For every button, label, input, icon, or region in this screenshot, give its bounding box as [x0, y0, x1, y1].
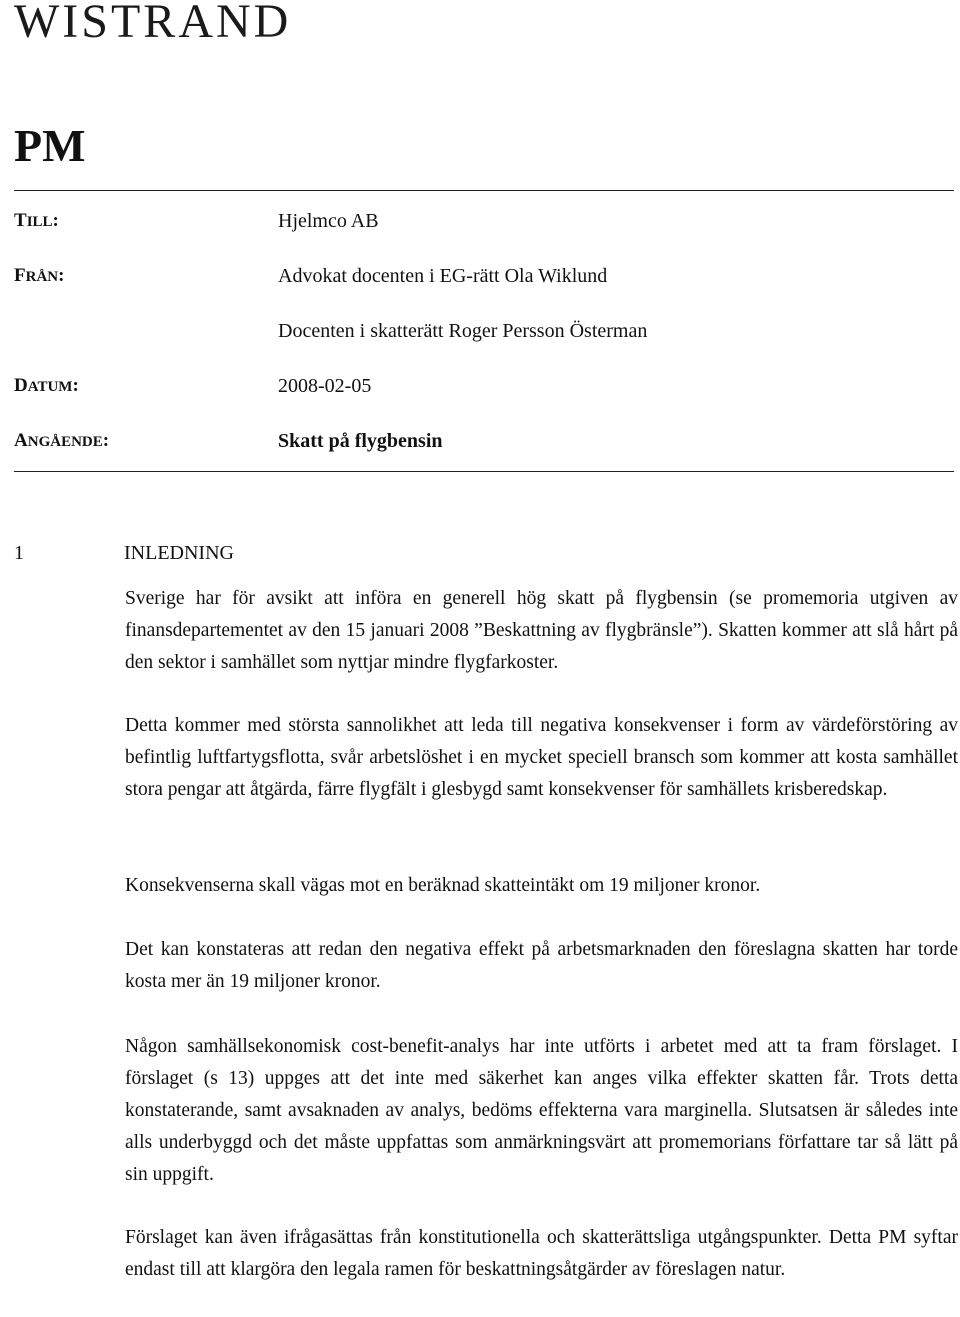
body-paragraph: Någon samhällsekonomisk cost-benefit-analys har inte utförts i arbetet med att ta fram förslaget. I förslaget (s 13) uppges att det inte med säkerhet kan anges vilka effekter skatten får. Trots detta konstaterande, samt avsaknaden av analys, bedöms effekterna vara marginella. Slutsatsen är således inte alls underbyggd och det måste uppfattas som anmärkningsvärt att promemorians författare tar så lätt på sin uppgift. [125, 1036, 958, 1185]
section-title: INLEDNING [124, 542, 234, 564]
body-paragraph: Det kan konstateras att redan den negativa effekt på arbetsmarknaden den föreslagna skatten har torde kosta mer än 19 miljoner kronor. [125, 939, 958, 992]
body-paragraph: Förslaget kan även ifrågasättas från konstitutionella och skatterättsliga utgångspunkter. Detta PM syftar endast till att klargöra den legala ramen för beskattningsåtgärder av föreslagen natur. [125, 1227, 958, 1280]
body-paragraph: Konsekvenserna skall vägas mot en beräknad skatteintäkt om 19 miljoner kronor. [125, 875, 761, 896]
to-label: TILL: [14, 210, 59, 231]
from-value-primary: Advokat docenten i EG-rätt Ola Wiklund [278, 265, 608, 287]
section-number: 1 [14, 542, 24, 564]
header-divider-top [14, 190, 954, 191]
header-divider-bottom [14, 471, 954, 472]
date-value: 2008-02-05 [278, 375, 372, 397]
body-paragraph: Detta kommer med största sannolikhet att leda till negativa konsekvenser i form av värdeförstöring av befintlig luftfartygsflotta, svår arbetslöshet i en mycket speciell bransch som kommer att kosta samhället stora pengar att åtgärda, färre flygfält i glesbygd samt konsekvenser för samhällets krisberedskap. [125, 715, 958, 800]
company-logo: WISTRAND [14, 0, 292, 48]
section-heading [14, 540, 234, 566]
document-title: PM [14, 120, 86, 171]
from-value-secondary: Docenten i skatterätt Roger Persson Österman [278, 320, 648, 342]
subject-label: ANGÅENDE: [14, 430, 110, 451]
body-paragraph: Sverige har för avsikt att införa en generell hög skatt på flygbensin (se promemoria utgiven av finansdepartementet av den 15 januari 2008 ”Beskattning av flygbränsle”). Skatten kommer att slå hårt på den sektor i samhället som nyttjar mindre flygfarkoster. [125, 588, 958, 673]
subject-value: Skatt på flygbensin [278, 430, 443, 452]
from-label: FRÅN: [14, 265, 65, 286]
to-value: Hjelmco AB [278, 210, 379, 232]
date-label: DATUM: [14, 375, 79, 396]
